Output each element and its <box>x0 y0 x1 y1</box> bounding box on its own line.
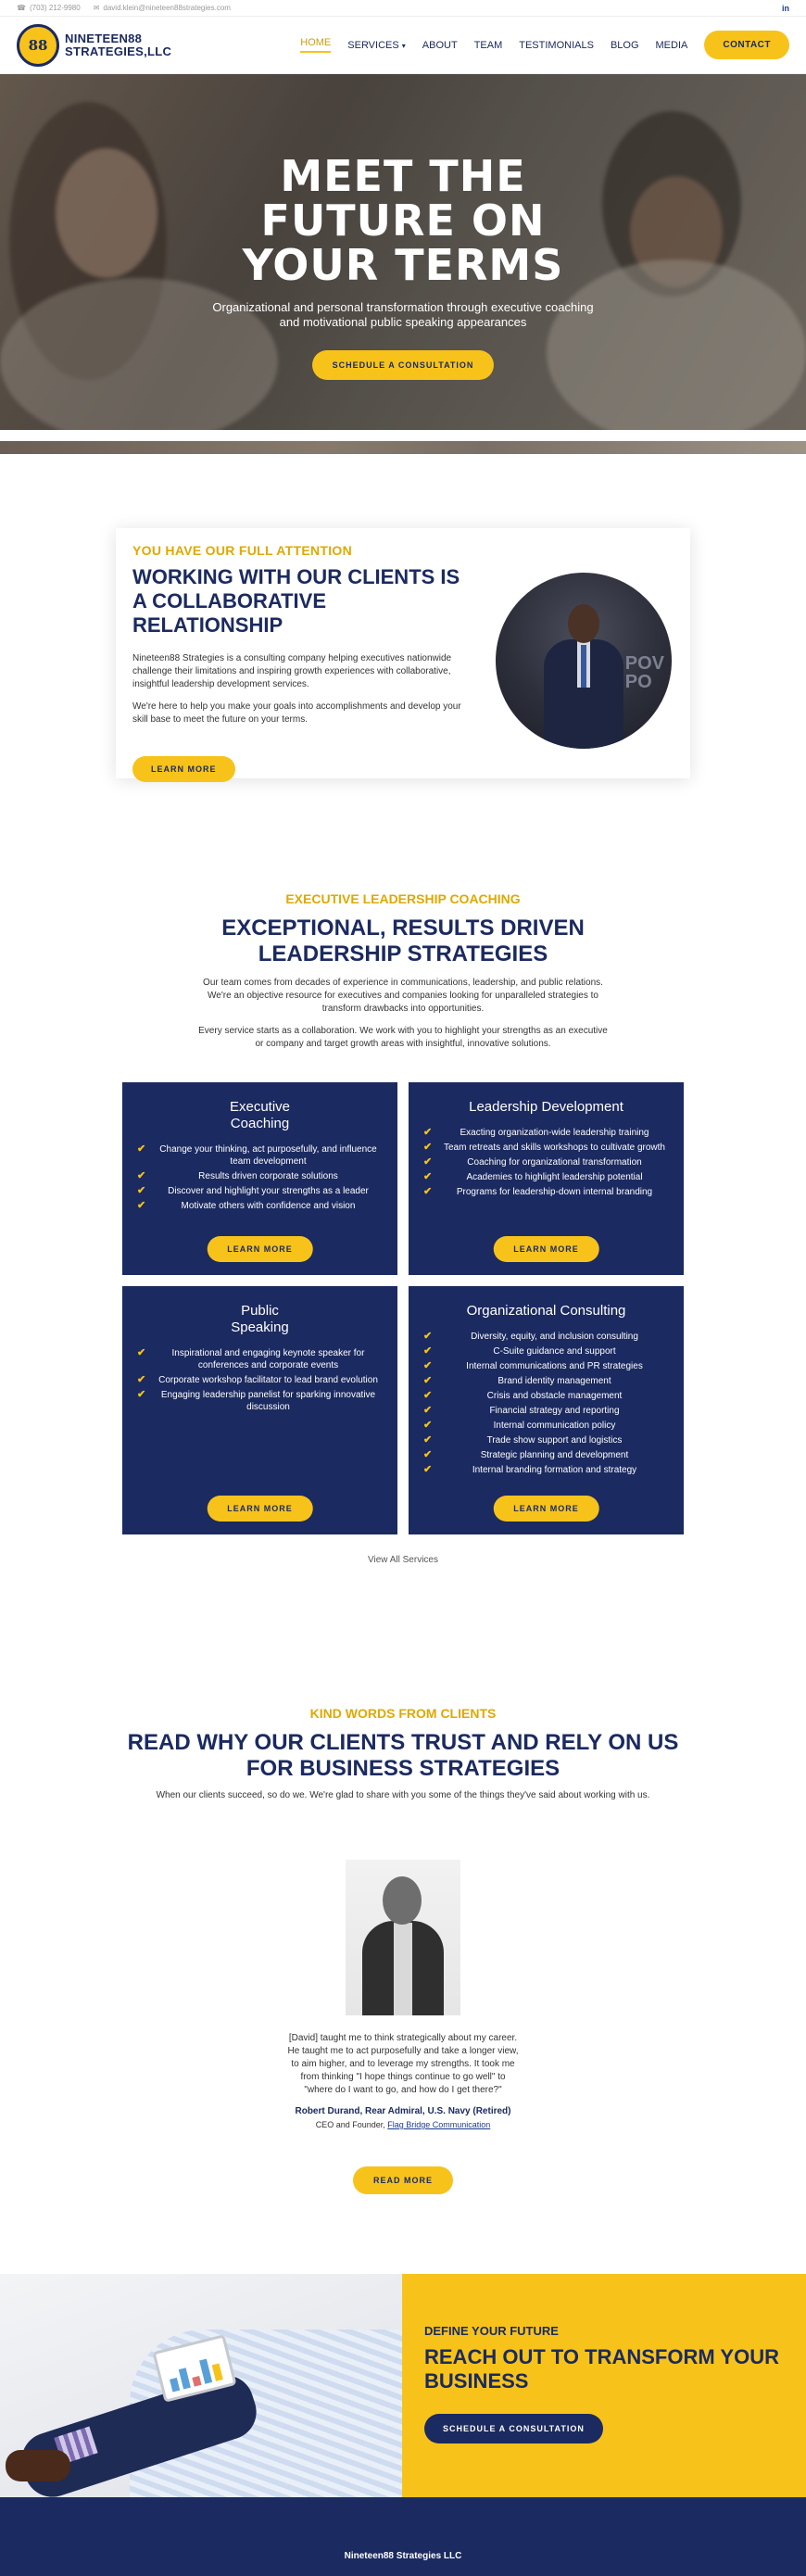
service-card-list-item <box>137 1170 383 1182</box>
about-card <box>116 528 690 778</box>
testimonials-subtitle: When our clients succeed, so do we. We're glad to share with you some of the things they've said about working with us. <box>156 1790 650 1800</box>
checkmark-icon: ✔ <box>423 1434 433 1446</box>
contact-button[interactable]: CONTACT <box>704 31 789 59</box>
service-card-learn-more-button[interactable]: LEARN MORE <box>207 1496 313 1522</box>
hero-subtitle-line-2: and motivational public speaking appearances <box>279 315 527 329</box>
checkmark-icon: ✔ <box>423 1142 433 1153</box>
testimonial-role-prefix: CEO and Founder, <box>315 2120 385 2129</box>
service-card-title-line-2: Coaching <box>230 1116 290 1131</box>
testimonials-section <box>0 1602 806 2231</box>
phone-icon: ☎ <box>17 4 26 12</box>
nav-services[interactable] <box>347 40 406 51</box>
nav-home[interactable]: HOME <box>300 37 331 53</box>
testimonial-quote: [David] taught me to think strategically about my career. He taught me to act purposefully and take a longer view, to aim higher, and to leverage my strengths. It took me from thinking "I hope things continue to go well" to "where do I want to go, and how do I get there?" <box>287 2033 519 2095</box>
services-section <box>0 840 806 1602</box>
checkmark-icon: ✔ <box>137 1347 146 1358</box>
service-card-item-text: Motivate others with confidence and vision <box>181 1201 356 1211</box>
portrait-backdrop-text: POV PO <box>624 653 664 692</box>
about-paragraph-2: We're here to help you make your goals into accomplishments and develop your skill base to meet the future on your terms. <box>132 701 461 725</box>
tablet-bar <box>212 2363 223 2380</box>
service-card-item-text: Inspirational and engaging keynote speaker for conferences and corporate events <box>171 1348 365 1370</box>
checkmark-icon: ✔ <box>423 1331 433 1342</box>
service-card-item-text: Change your thinking, act purposefully, and influence team development <box>159 1144 377 1167</box>
service-card-learn-more-button[interactable]: LEARN MORE <box>493 1496 599 1522</box>
service-card-item-text: Engaging leadership panelist for sparking innovative discussion <box>160 1390 376 1412</box>
nav-services-label: SERVICES <box>347 39 399 51</box>
service-card-item-text: Crisis and obstacle management <box>486 1391 623 1401</box>
service-card-item-text: Team retreats and skills workshops to cultivate growth <box>444 1143 665 1153</box>
services-title: EXCEPTIONAL, RESULTS DRIVEN LEADERSHIP STRATEGIES <box>221 915 585 966</box>
service-card-public-speaking <box>122 1286 397 1534</box>
read-more-button[interactable]: READ MORE <box>353 2166 453 2194</box>
service-card-list-item <box>423 1331 669 1343</box>
service-card-list-item <box>423 1434 669 1446</box>
service-card-item-text: C-Suite guidance and support <box>493 1346 616 1357</box>
tablet-bar <box>170 2378 180 2393</box>
service-card-list-item <box>137 1185 383 1197</box>
hero-schedule-button[interactable]: SCHEDULE A CONSULTATION <box>312 350 495 380</box>
service-card-item-text: Corporate workshop facilitator to lead brand evolution <box>158 1375 378 1385</box>
service-card-item-text: Internal communication policy <box>493 1421 616 1431</box>
service-card-item-text: Brand identity management <box>497 1376 611 1386</box>
service-card-list-item <box>423 1345 669 1357</box>
service-card-item-text: Coaching for organizational transformation <box>467 1157 642 1168</box>
checkmark-icon: ✔ <box>137 1200 146 1211</box>
checkmark-icon: ✔ <box>423 1186 433 1197</box>
services-grid <box>122 1082 684 1534</box>
service-card-item-text: Internal communications and PR strategies <box>466 1361 643 1371</box>
service-card-item-text: Financial strategy and reporting <box>489 1406 620 1416</box>
service-card-list-item <box>423 1449 669 1461</box>
phone-number: (703) 212-9980 <box>29 4 81 12</box>
site-header <box>0 17 806 74</box>
service-card-list-item <box>423 1186 669 1198</box>
tablet-bar <box>192 2376 201 2387</box>
cta-photo <box>0 2274 402 2497</box>
headshot-head <box>383 1876 422 1925</box>
view-all-services-link[interactable]: View All Services <box>368 1555 438 1565</box>
nav-about[interactable]: ABOUT <box>422 39 458 51</box>
services-paragraph-1: Our team comes from decades of experience in communications, leadership, and public relations. We're an objective resource for executives and companies looking for unparalleled strategies to transform drawbacks into opportunities. <box>203 978 603 1014</box>
checkmark-icon: ✔ <box>423 1360 433 1371</box>
service-card-learn-more-button[interactable]: LEARN MORE <box>493 1236 599 1262</box>
testimonial-author: Robert Durand, Rear Admiral, U.S. Navy (Retired) <box>295 2106 511 2116</box>
email-address: david.klein@nineteen88strategies.com <box>103 4 231 12</box>
service-card-list-item <box>137 1200 383 1212</box>
service-card-list-item <box>423 1142 669 1154</box>
portrait-tie <box>581 645 586 688</box>
service-card-list <box>137 1143 383 1212</box>
service-card-title-line-1: Public <box>241 1303 279 1319</box>
checkmark-icon: ✔ <box>423 1375 433 1386</box>
client-headshot <box>346 1860 460 2015</box>
testimonials-eyebrow: KIND WORDS FROM CLIENTS <box>309 1706 497 1721</box>
service-card-title <box>137 1099 383 1132</box>
service-card-title <box>137 1303 383 1336</box>
service-card-title-line-1: Executive <box>229 1099 291 1115</box>
checkmark-icon: ✔ <box>423 1464 433 1475</box>
email-contact[interactable] <box>94 4 231 12</box>
about-paragraph-1: Nineteen88 Strategies is a consulting company helping executives nationwide challenge their limitations and inspiring growth experiences with collaborative, insightful leadership development services. <box>132 653 452 689</box>
tablet-bar <box>179 2368 191 2389</box>
checkmark-icon: ✔ <box>423 1405 433 1416</box>
logo-line-1: NINETEEN88 <box>65 31 143 45</box>
about-section <box>0 454 806 840</box>
testimonials-title: READ WHY OUR CLIENTS TRUST AND RELY ON US FOR BUSINESS STRATEGIES <box>127 1730 679 1781</box>
headshot-shirt <box>394 1923 412 2015</box>
checkmark-icon: ✔ <box>423 1420 433 1431</box>
portrait-head <box>568 604 599 643</box>
hero-content <box>0 151 806 380</box>
service-card-list-item <box>137 1347 383 1371</box>
hero-title-line-1: MEET THE <box>280 151 526 201</box>
nav-blog[interactable]: BLOG <box>610 39 639 51</box>
linkedin-icon[interactable]: in <box>782 3 789 13</box>
cta-schedule-button[interactable]: SCHEDULE A CONSULTATION <box>424 2414 603 2443</box>
hero-title-line-3: YOUR TERMS <box>242 240 564 290</box>
service-card-executive-coaching <box>122 1082 397 1275</box>
cta-section <box>0 2274 806 2497</box>
service-card-list <box>423 1331 669 1476</box>
main-nav <box>300 31 789 59</box>
service-card-learn-more-button[interactable]: LEARN MORE <box>207 1236 313 1262</box>
logo-mark: 88 <box>17 24 59 67</box>
service-card-list-item <box>423 1360 669 1372</box>
checkmark-icon: ✔ <box>423 1390 433 1401</box>
service-card-list-item <box>423 1390 669 1402</box>
service-card-title-line-2: Speaking <box>231 1320 289 1335</box>
checkmark-icon: ✔ <box>423 1449 433 1460</box>
hero-subtitle-line-1: Organizational and personal transformation through executive coaching <box>212 300 594 314</box>
service-card-list-item <box>423 1420 669 1432</box>
logo-line-2: STRATEGIES,LLC <box>65 44 172 58</box>
service-card-list <box>423 1127 669 1198</box>
nav-testimonials[interactable]: TESTIMONIALS <box>519 39 594 51</box>
service-card-leadership-development <box>409 1082 684 1275</box>
top-bar <box>0 0 806 17</box>
service-card-list-item <box>423 1405 669 1417</box>
about-eyebrow: YOU HAVE OUR FULL ATTENTION <box>132 543 353 558</box>
service-card-item-text: Strategic planning and development <box>480 1450 629 1460</box>
service-card-item-text: Diversity, equity, and inclusion consulting <box>471 1332 638 1342</box>
service-card-item-text: Academies to highlight leadership potential <box>466 1172 643 1182</box>
service-card-item-text: Trade show support and logistics <box>486 1435 623 1446</box>
service-card-title <box>423 1099 669 1116</box>
checkmark-icon: ✔ <box>137 1374 146 1385</box>
service-card-item-text: Exacting organization-wide leadership training <box>460 1128 649 1138</box>
cta-panel <box>402 2274 806 2497</box>
checkmark-icon: ✔ <box>137 1170 146 1181</box>
nav-media[interactable]: MEDIA <box>655 39 688 51</box>
hero-photo-strip <box>0 430 806 454</box>
service-card-item-text: Internal branding formation and strategy <box>472 1465 637 1475</box>
service-card-list-item <box>137 1143 383 1168</box>
about-title: WORKING WITH OUR CLIENTS IS A COLLABORATIVE RELATIONSHIP <box>132 565 460 637</box>
envelope-icon: ✉ <box>93 4 100 12</box>
tablet-bar <box>199 2359 212 2384</box>
service-card-item-text: Results driven corporate solutions <box>198 1171 338 1181</box>
testimonial-role <box>0 2120 806 2129</box>
service-card-title <box>423 1303 669 1320</box>
cta-eyebrow: DEFINE YOUR FUTURE <box>424 2324 559 2338</box>
checkmark-icon: ✔ <box>423 1127 433 1138</box>
checkmark-icon: ✔ <box>423 1345 433 1357</box>
checkmark-icon: ✔ <box>137 1143 146 1155</box>
service-card-list-item <box>137 1389 383 1413</box>
hero-section <box>0 74 806 430</box>
checkmark-icon: ✔ <box>423 1156 433 1168</box>
service-card-title-line-1: Leadership Development <box>469 1099 623 1115</box>
service-card-list <box>137 1347 383 1413</box>
logo[interactable] <box>17 24 171 67</box>
checkmark-icon: ✔ <box>137 1389 146 1400</box>
services-paragraph-2: Every service starts as a collaboration. We work with you to highlight your strengths as an executive or company and target growth areas with insightful, innovative solutions. <box>198 1026 608 1049</box>
logo-text <box>65 32 171 58</box>
service-card-item-text: Discover and highlight your strengths as a leader <box>168 1186 369 1196</box>
phone-contact[interactable] <box>17 4 81 12</box>
service-card-list-item <box>423 1171 669 1183</box>
checkmark-icon: ✔ <box>137 1185 146 1196</box>
about-learn-more-button[interactable]: LEARN MORE <box>132 756 235 782</box>
site-footer <box>0 2497 806 2576</box>
chevron-down-icon: ▾ <box>401 41 406 50</box>
cta-title: REACH OUT TO TRANSFORM YOUR BUSINESS <box>424 2345 779 2393</box>
hero-title-line-2: FUTURE ON <box>260 196 546 246</box>
hero-title <box>0 151 806 290</box>
service-card-list-item <box>423 1127 669 1139</box>
service-card-title-line-1: Organizational Consulting <box>466 1303 626 1319</box>
cta-photo-shoe <box>6 2450 70 2481</box>
hero-subtitle <box>0 300 806 330</box>
service-card-list-item <box>423 1464 669 1476</box>
nav-team[interactable]: TEAM <box>473 39 503 51</box>
services-eyebrow: EXECUTIVE LEADERSHIP COACHING <box>285 891 521 906</box>
service-card-item-text: Programs for leadership-down internal branding <box>456 1187 653 1197</box>
service-card-list-item <box>423 1156 669 1168</box>
speaker-portrait <box>496 573 672 749</box>
about-text <box>132 652 466 726</box>
service-card-list-item <box>423 1375 669 1387</box>
checkmark-icon: ✔ <box>423 1171 433 1182</box>
service-card-list-item <box>137 1374 383 1386</box>
footer-company-name: Nineteen88 Strategies LLC <box>344 2551 462 2561</box>
flag-bridge-link[interactable]: Flag Bridge Communication <box>387 2120 491 2129</box>
service-card-organizational-consulting <box>409 1286 684 1534</box>
